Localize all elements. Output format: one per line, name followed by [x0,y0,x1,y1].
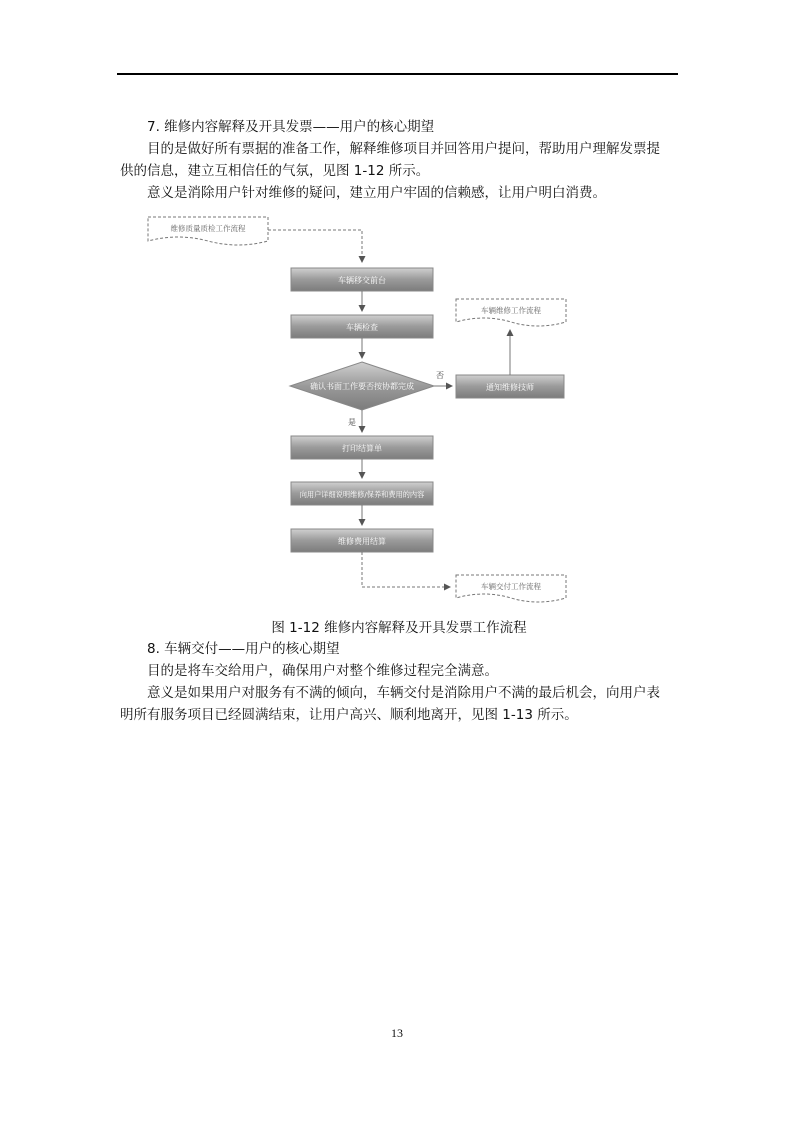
edge-step5-doc-end [362,552,450,587]
edge-doc-to-step1 [268,230,362,262]
doc-start-label: 维修质量质检工作流程 [170,224,246,233]
edge-yes-label: 是 [348,418,356,427]
doc-repair-shape [456,299,566,326]
section8-purpose: 目的是将车交给用户，确保用户对整个维修过程完全满意。 [147,663,498,679]
section8-heading: 8. 车辆交付——用户的核心期望 [147,641,340,657]
section8-meaning-line1: 意义是如果用户对服务有不满的倾向，车辆交付是消除用户不满的最后机会，向用户表 [147,685,660,701]
step-explain-to-user [291,482,433,505]
section7-purpose-line1: 目的是做好所有票据的准备工作，解释维修项目并回答用户提问，帮助用户理解发票提 [147,141,660,157]
step2-label: 车辆检查 [346,323,378,332]
step4-label: 向用户详细说明维修/保养和费用的内容 [299,490,425,499]
decision-diamond [290,362,434,410]
step-vehicle-handover [291,268,433,291]
step-notify-technician [456,375,564,398]
step5-label: 维修费用结算 [338,537,386,546]
notify-label: 通知维修技师 [486,383,534,392]
step1-label: 车辆移交前台 [338,276,386,285]
step3-label: 打印结算单 [342,444,382,453]
step-vehicle-inspection [291,315,433,338]
step-print-statement [291,436,433,459]
edge-no-label: 否 [436,371,444,380]
step-settle-fees [291,529,433,552]
decision-label: 确认书面工作要否按协都完成 [310,382,414,391]
page-number: 13 [391,1026,403,1040]
section7-meaning: 意义是消除用户针对维修的疑问，建立用户牢固的信赖感，让用户明白消费。 [147,185,606,201]
section7-purpose-line2: 供的信息，建立互相信任的气氛，见图 1-12 所示。 [120,163,430,179]
doc-repair-label: 车辆维修工作流程 [481,306,541,315]
section8-meaning-line2: 明所有服务项目已经圆满结束，让用户高兴、顺利地离开，见图 1-13 所示。 [120,707,578,723]
doc-end-label: 车辆交付工作流程 [481,582,541,591]
section7-heading: 7. 维修内容解释及开具发票——用户的核心期望 [147,119,435,135]
doc-end-shape [456,575,566,602]
doc-start-shape [148,217,268,245]
figure-caption: 图 1-12 维修内容解释及开具发票工作流程 [271,620,527,636]
